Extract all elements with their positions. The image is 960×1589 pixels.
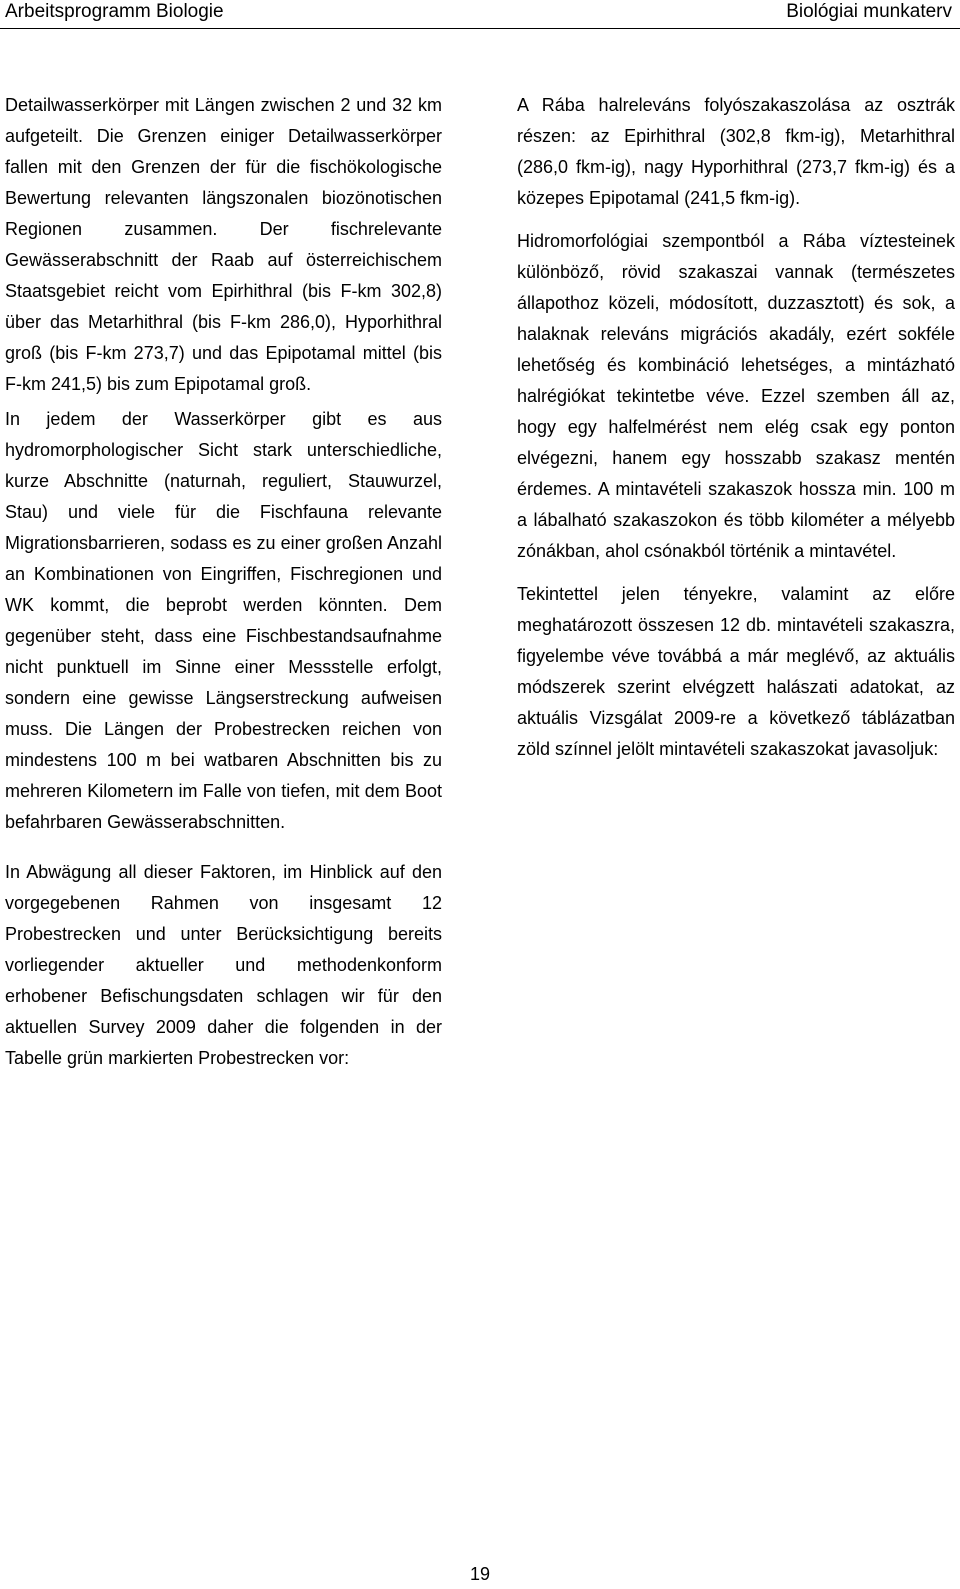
- page-number: 19: [469, 1564, 491, 1584]
- german-paragraph-1: Detailwasserkörper mit Längen zwischen 2 und 32 km aufgeteilt. Die Grenzen einiger Detailwasserkörper fallen mit den Grenzen der für die fischökologische Bewertung relevanten längszonalen biozönotischen Regionen zusammen. Der fischrelevante Gewässerabschnitt der Raab auf österreichischem Staatsgebiet reicht vom Epirhithral (bis F-km 302,8) über das Metarhithral (bis F-km 286,0), Hyporhithral groß (bis F-km 273,7) und das Epipotamal mittel (bis F-km 241,5) bis zum Epipotamal groß.: [5, 95, 442, 394]
- hungarian-paragraph-1: A Rába halreleváns folyószakaszolása az osztrák részen: az Epirhithral (302,8 fkm-ig), Metarhithral (286,0 fkm-ig), nagy Hyporhithral (273,7 fkm-ig) és a közepes Epipotamal (241,5 fkm-ig).: [517, 95, 955, 208]
- header-title-hungarian: Biológiai munkaterv: [786, 1, 952, 22]
- hungarian-text-column: [517, 90, 955, 765]
- header-title-german: Arbeitsprogramm Biologie: [5, 1, 224, 22]
- german-text-column: [5, 90, 442, 1074]
- hungarian-paragraph-3: Tekintettel jelen tényekre, valamint az előre meghatározott összesen 12 db. mintavételi szakaszra, figyelembe véve továbbá a már meglévő, az aktuális módszerek szerint elvégzett halászati adatokat, az aktuális Vizsgálat 2009-re a következő táblázatban zöld színnel jelölt mintavételi szakaszokat javasoljuk:: [517, 584, 955, 759]
- german-paragraph-2: In jedem der Wasserkörper gibt es aus hydromorphologischer Sicht stark unterschiedliche, kurze Abschnitte (naturnah, reguliert, Stauwurzel, Stau) und viele für die Fischfauna relevante Migrationsbarrieren, sodass es zu einer großen Anzahl an Kombinationen von Eingriffen, Fischregionen und WK kommt, die beprobt werden könnten. Dem gegenüber steht, dass eine Fischbestandsaufnahme nicht punktuell im Sinne einer Messstelle erfolgt, sondern eine gewisse Längserstreckung aufweisen muss. Die Längen der Probestrecken reichen von mindestens 100 m bei watbaren Abschnitten bis zu mehreren Kilometern im Falle von tiefen, mit dem Boot befahrbaren Gewässerabschnitten.: [5, 409, 442, 832]
- header-divider: [0, 28, 960, 29]
- page-header: [0, 0, 960, 30]
- german-paragraph-3: In Abwägung all dieser Faktoren, im Hinblick auf den vorgegebenen Rahmen von insgesamt 12 Probestrecken und unter Berücksichtigung bereits vorliegender aktueller und methodenkonform erhobener Befischungsdaten schlagen wir für den aktuellen Survey 2009 daher die folgenden in der Tabelle grün markierten Probestrecken vor:: [5, 862, 442, 1068]
- hungarian-paragraph-2: Hidromorfológiai szempontból a Rába víztesteinek különböző, rövid szakaszai vannak (természetes állapothoz közeli, módosított, duzzasztott) és sok, a halaknak releváns migrációs akadály, ezért sokféle lehetőség és kombináció lehetséges, a mintázható halrégiókat tekintetbe véve. Ezzel szemben áll az, hogy egy halfelmérést nem elég csak egy ponton elvégezni, hanem egy hosszabb szakasz mentén érdemes. A mintavételi szakaszok hossza min. 100 m a lábalható szakaszokon és több kilométer a mélyebb zónákban, ahol csónakból történik a mintavétel.: [517, 231, 955, 561]
